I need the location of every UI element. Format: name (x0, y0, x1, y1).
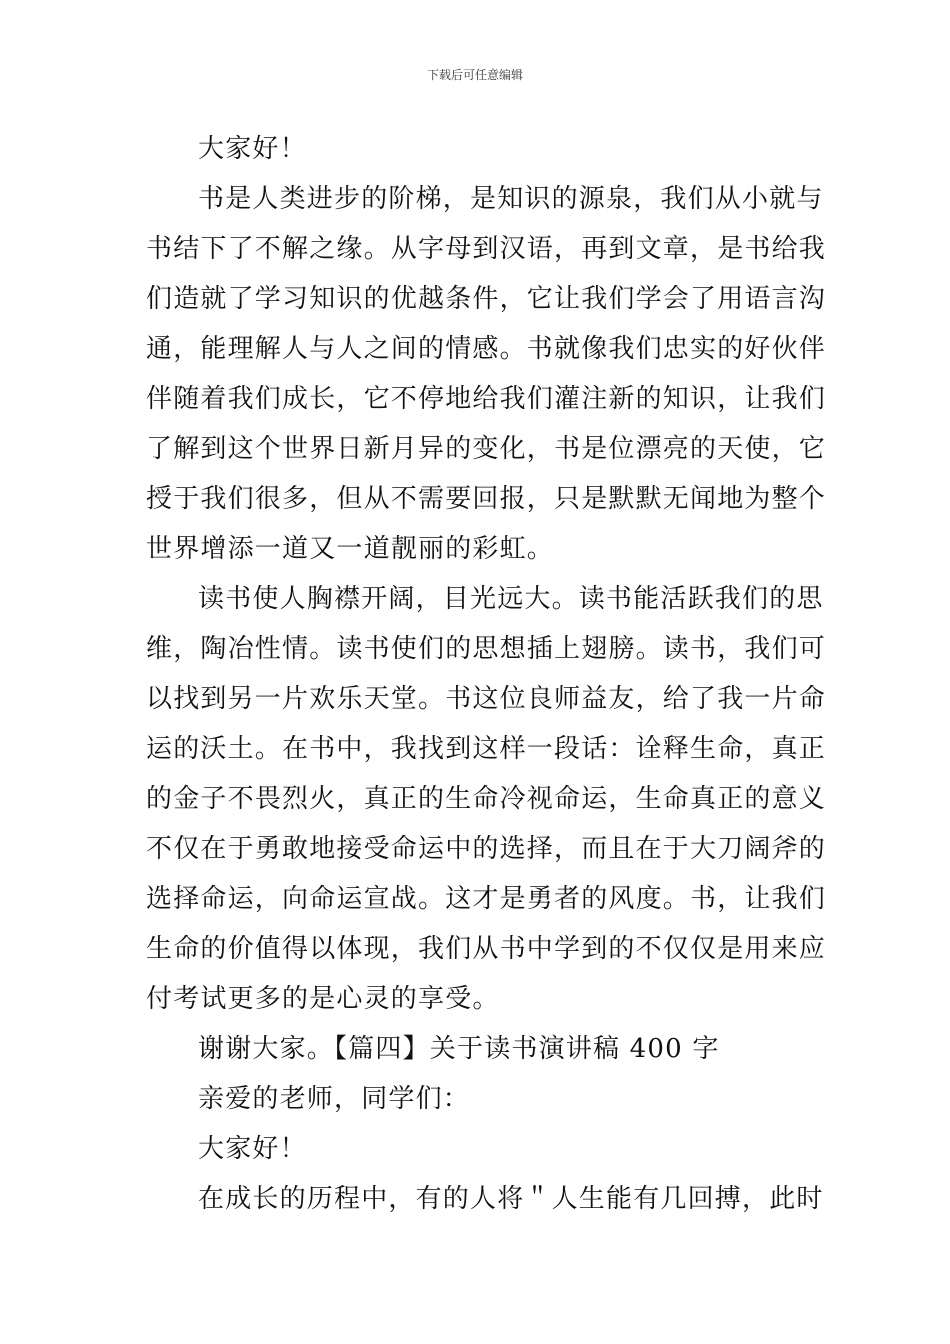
text-line: 维，陶冶性情。读书使们的思想插上翅膀。读书，我们可 (146, 634, 827, 664)
text-line: 世界增添一道又一道靓丽的彩虹。 (146, 534, 555, 564)
text-line: 读书使人胸襟开阔，目光远大。读书能活跃我们的思 (198, 584, 824, 614)
text-line: 通，能理解人与人之间的情感。书就像我们忠实的好伙伴 (146, 334, 827, 364)
text-line: 书是人类进步的阶梯，是知识的源泉，我们从小就与 (198, 184, 824, 214)
text-line: 生命的价值得以体现，我们从书中学到的不仅仅是用来应 (146, 934, 827, 964)
text-line: 不仅在于勇敢地接受命运中的选择，而且在于大刀阔斧的 (146, 834, 827, 864)
text-line: 大家好！ (198, 134, 307, 164)
text-line: 在成长的历程中，有的人将＂人生能有几回搏，此时 (198, 1184, 824, 1214)
text-line: 的金子不畏烈火，真正的生命冷视命运，生命真正的意义 (146, 784, 827, 814)
text-line: 谢谢大家。【篇四】关于读书演讲稿 400 字 (198, 1034, 720, 1064)
text-line: 付考试更多的是心灵的享受。 (146, 984, 500, 1014)
header-note: 下载后可任意编辑 (426, 68, 523, 82)
text-line: 书结下了不解之缘。从字母到汉语，再到文章，是书给我 (146, 234, 827, 264)
text-line: 选择命运，向命运宣战。这才是勇者的风度。书，让我们 (146, 884, 827, 914)
text-line: 大家好！ (198, 1134, 307, 1164)
document-body (146, 124, 827, 1224)
text-line: 授于我们很多，但从不需要回报，只是默默无闻地为整个 (146, 484, 827, 514)
text-line: 了解到这个世界日新月异的变化，书是位漂亮的天使，它 (146, 434, 827, 464)
text-line: 运的沃土。在书中，我找到这样一段话：诠释生命，真正 (146, 734, 827, 764)
text-line: 伴随着我们成长，它不停地给我们灌注新的知识，让我们 (146, 384, 827, 414)
text-line: 以找到另一片欢乐天堂。书这位良师益友，给了我一片命 (146, 684, 827, 714)
text-line: 们造就了学习知识的优越条件，它让我们学会了用语言沟 (146, 284, 827, 314)
text-line: 亲爱的老师，同学们： (198, 1084, 471, 1114)
